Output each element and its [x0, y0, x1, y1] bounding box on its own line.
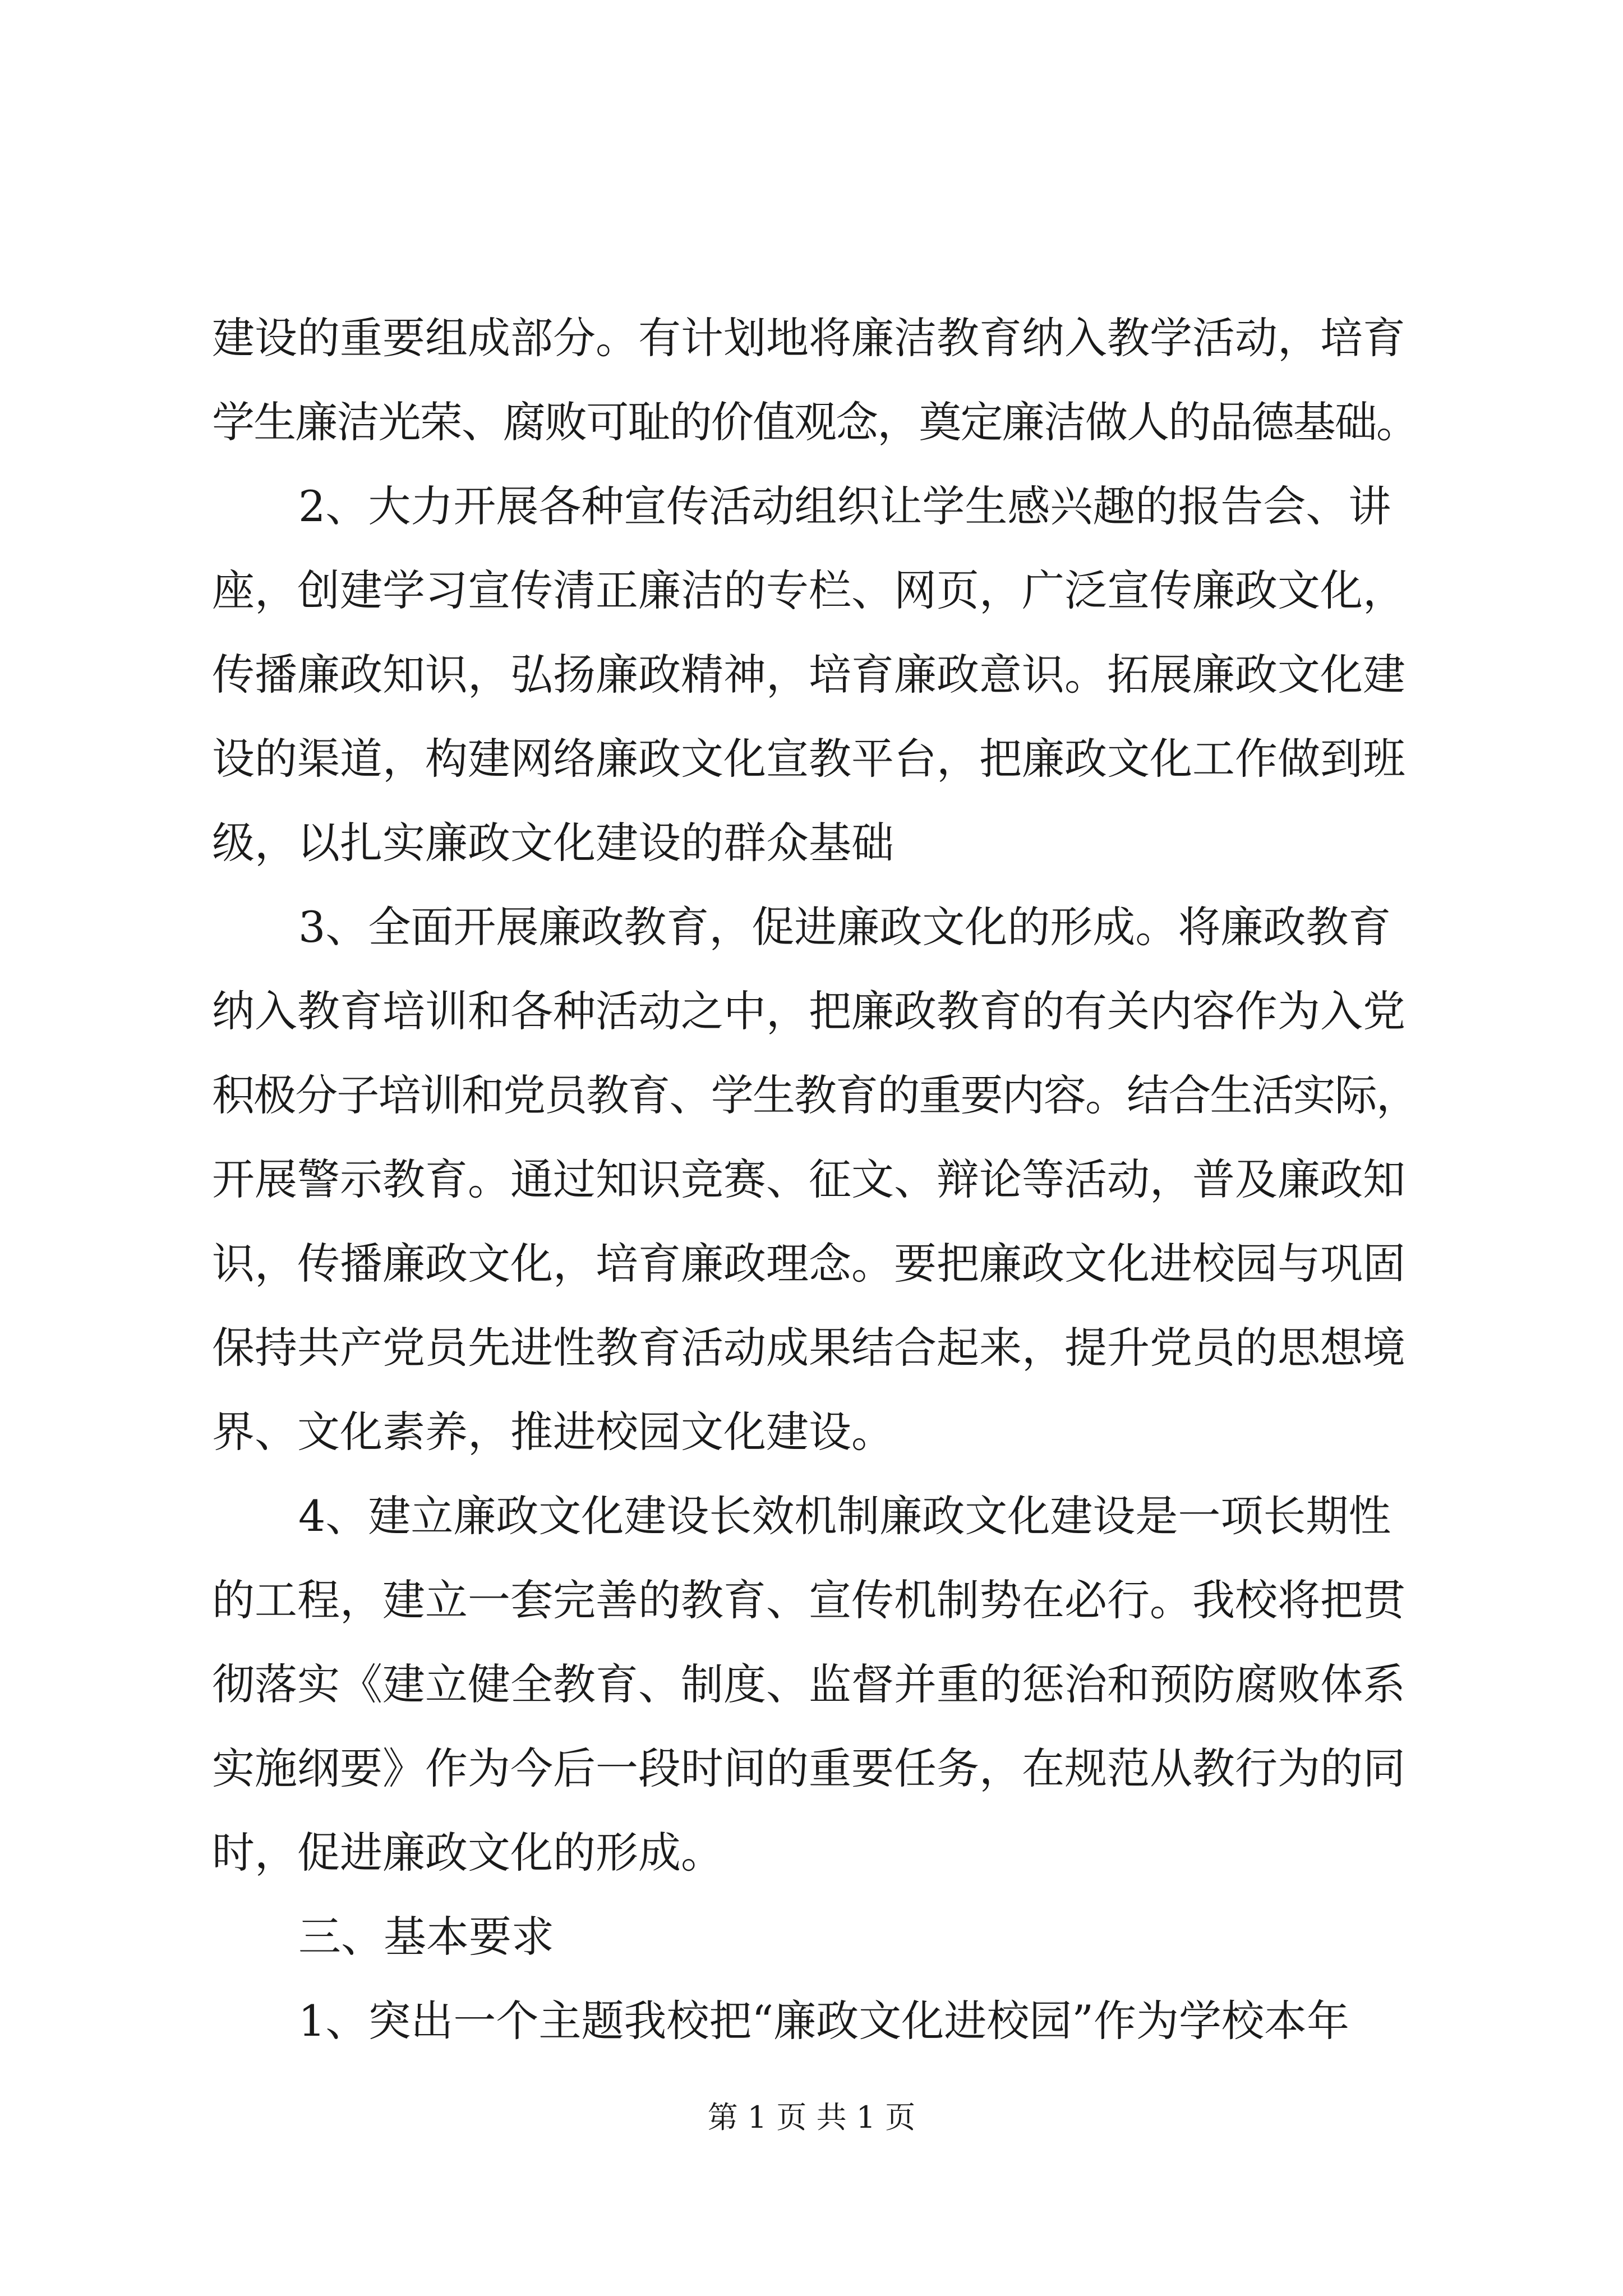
text-line: 时，促进廉政文化的形成。: [212, 1828, 723, 1878]
text-line: 积极分子培训和党员教育、学生教育的重要内容。结合生活实际，: [212, 1070, 1418, 1120]
text-line: 保持共产党员先进性教育活动成果结合起来，提升党员的思想境: [212, 1323, 1405, 1373]
text-line: 学生廉洁光荣、腐败可耻的价值观念，奠定廉洁做人的品德基础。: [212, 397, 1418, 447]
text-line: 建设的重要组成部分。有计划地将廉洁教育纳入教学活动，培育: [212, 313, 1405, 363]
text-line: 识，传播廉政文化，培育廉政理念。要把廉政文化进校园与巩固: [212, 1239, 1405, 1289]
text-line: 传播廉政知识，弘扬廉政精神，培育廉政意识。拓展廉政文化建: [212, 650, 1405, 700]
text-line: 4、建立廉政文化建设长效机制廉政文化建设是一项长期性: [298, 1491, 1391, 1541]
text-line: 界、文化素养，推进校园文化建设。: [212, 1407, 894, 1457]
text-line: 彻落实《建立健全教育、制度、监督并重的惩治和预防腐败体系: [212, 1659, 1405, 1709]
text-line: 级，以扎实廉政文化建设的群众基础: [212, 818, 894, 868]
text-line: 2、大力开展各种宣传活动组织让学生感兴趣的报告会、讲: [298, 481, 1391, 531]
text-line: 座，创建学习宣传清正廉洁的专栏、网页，广泛宣传廉政文化，: [212, 565, 1405, 615]
text-line: 3、全面开展廉政教育，促进廉政文化的形成。将廉政教育: [298, 902, 1391, 952]
text-line: 开展警示教育。通过知识竞赛、征文、辩论等活动，普及廉政知: [212, 1154, 1405, 1204]
page-footer: 第 1 页 共 1 页: [707, 2100, 916, 2135]
text-line: 设的渠道，构建网络廉政文化宣教平台，把廉政文化工作做到班: [212, 734, 1405, 784]
text-line: 三、基本要求: [298, 1912, 554, 1962]
text-line: 的工程，建立一套完善的教育、宣传机制势在必行。我校将把贯: [212, 1575, 1405, 1625]
document-body: [212, 296, 1418, 2063]
text-line: 实施纲要》作为今后一段时间的重要任务，在规范从教行为的同: [212, 1743, 1405, 1793]
text-line: 纳入教育培训和各种活动之中，把廉政教育的有关内容作为入党: [212, 986, 1405, 1036]
text-line: 1、突出一个主题我校把“廉政文化进校园”作为学校本年: [298, 1996, 1350, 2046]
